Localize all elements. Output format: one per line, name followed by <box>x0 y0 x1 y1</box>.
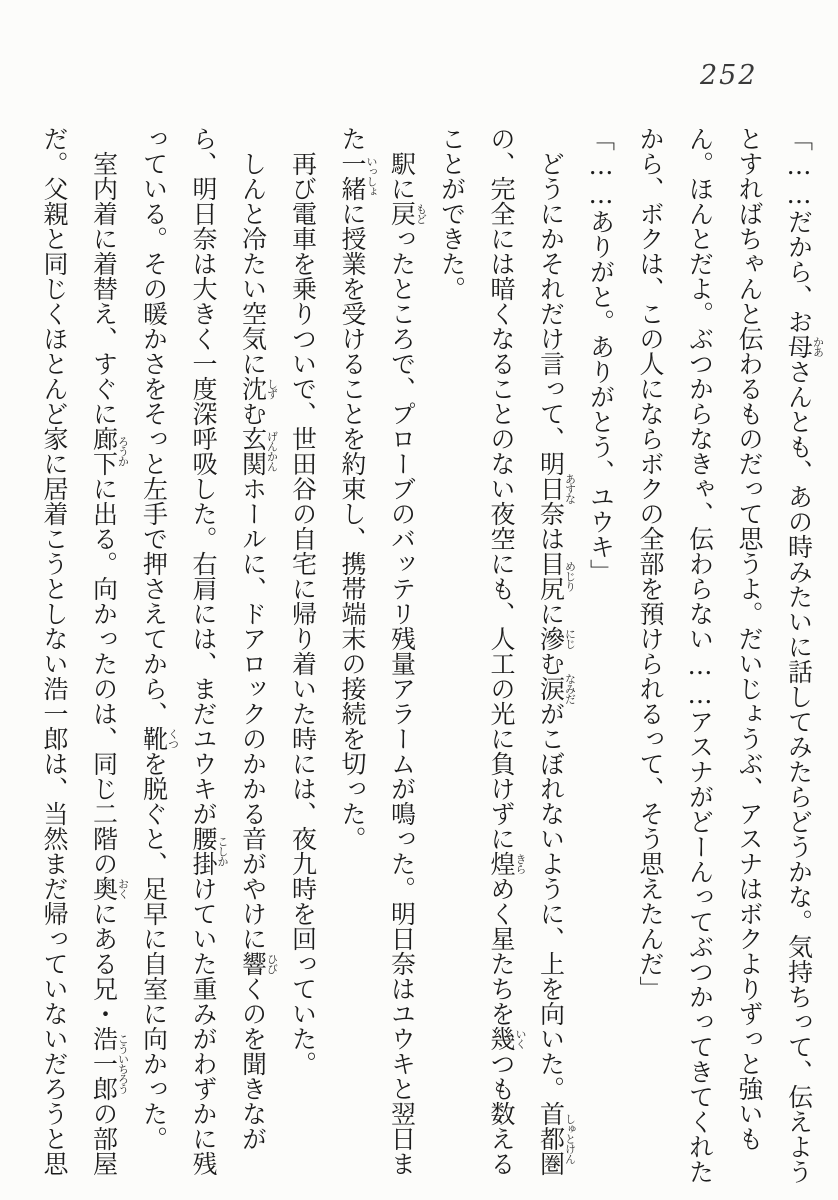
furigana-ruby: 沈しず <box>238 376 279 401</box>
paragraph: 「……だから、お母かあさんとも、あの時みたいに話してみたらどうかな。気持ちって、伝えようとすればちゃんと伝わるものだって思うよ。だいじょうぶ、アスナはボクよりずっと強いもん。ほんとだよ。ぶつからなきゃ、伝わらない……アスナがどーんってぶつかってきてくれたから、ボクは、この人にならボクの全部を預けられるって、そう思えたんだ」 <box>636 126 824 1184</box>
paragraph: しんと冷たい空気に沈しずむ玄関げんかんホールに、ドアロックのかかる音がやけに響ひびくのを聞きながら、明日奈は大きく一度深呼吸した。右肩には、まだユウキが腰掛こしかけていた重みがわずかに残っている。その暖かさをそっと左手で押さえてから、靴くつを脱ぐと、足早に自室に向かった。 <box>139 126 279 1176</box>
paragraph: 再び電車を乗りついで、世田谷の自宅に帰り着いた時には、夜九時を回っていた。 <box>288 151 318 1076</box>
furigana-ruby: 腰掛こしか <box>189 826 229 876</box>
paragraph: 室内着に着替え、すぐに廊下ろうかに出る。向かったのは、同じ二階の奥おくにある兄・浩一郎こういちろうの部屋だ。父親と同じくほとんど家に居着こうとしない浩一郎は、当然まだ帰っていないだろうと思 <box>40 126 130 1176</box>
furigana-ruby: 煌きら <box>487 851 527 876</box>
furigana-ruby: 響ひび <box>238 951 279 976</box>
text-block <box>30 126 824 1184</box>
furigana-ruby: 一緒いっしょ <box>338 151 378 201</box>
furigana-ruby: 奥おく <box>89 876 130 901</box>
furigana-ruby: 靴くつ <box>139 726 180 751</box>
paragraph: どうにかそれだけ言って、明日奈あすなは目尻めじりに滲にじむ涙なみだがこぼれないように、上を向いた。首都圏しゅとけんの、完全には暗くなることのない夜空にも、人工の光に負けずに煌きらめく星たちを幾いくつも数えることができた。 <box>437 126 577 1176</box>
furigana-ruby: 浩一郎こういちろう <box>89 1026 130 1101</box>
page-number: 252 <box>700 60 758 91</box>
furigana-ruby: 目尻めじり <box>536 551 577 601</box>
furigana-ruby: 首都圏しゅとけん <box>536 1101 577 1176</box>
furigana-ruby: 明日奈あすな <box>536 451 577 526</box>
furigana-ruby: 滲にじ <box>536 626 577 651</box>
furigana-ruby: 母かあ <box>784 334 824 359</box>
paragraph: 駅に戻もどったところで、プローブのバッテリ残量アラームが鳴った。明日奈はユウキと翌日また一緒いっしょに授業を受けることを約束し、携帯端末の接続を切った。 <box>338 126 428 1176</box>
furigana-ruby: 戻もど <box>387 201 428 226</box>
furigana-ruby: 玄関げんかん <box>238 426 279 476</box>
furigana-ruby: 廊下ろうか <box>89 426 130 476</box>
furigana-ruby: 涙なみだ <box>536 673 577 704</box>
furigana-ruby: 幾いく <box>487 1026 527 1051</box>
paragraph: 「……ありがと。ありがとう、ユウキ」 <box>586 126 616 584</box>
